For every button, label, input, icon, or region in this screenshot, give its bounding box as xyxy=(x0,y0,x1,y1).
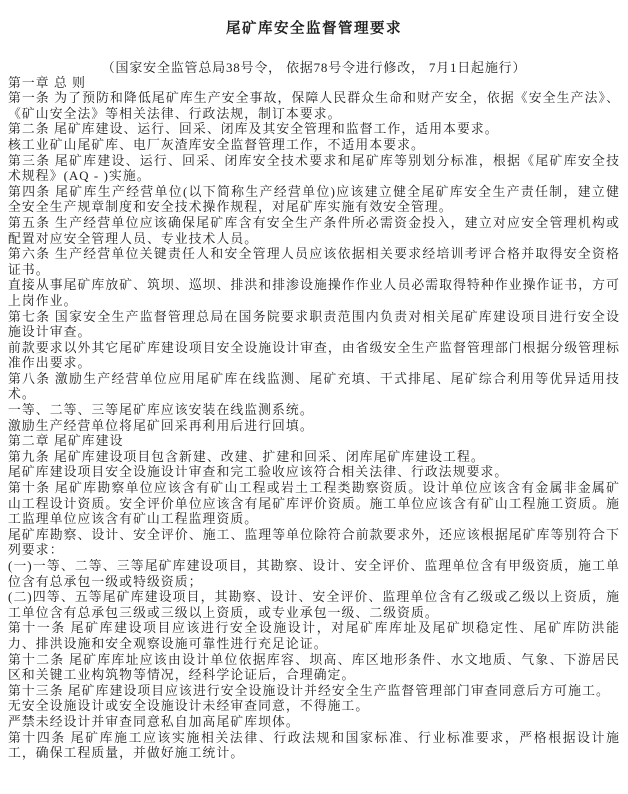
paragraph: 第六条 生产经营单位关键责任人和安全管理人员应该依据相关要求经培训考评合格并取得安全资格证书。 xyxy=(8,247,620,277)
paragraph: 第二条 尾矿库建设、运行、回采、闭库及其安全管理和监督工作，适用本要求。 xyxy=(8,122,499,137)
paragraph: 第一章 总 则 xyxy=(8,75,87,90)
paragraph: 第七条 国家安全生产监督管理总局在国务院要求职责范围内负责对相关尾矿库建设项目进行安全设施设计审查。 xyxy=(8,309,620,340)
paragraph: 第九条 尾矿库建设项目包含新建、改建、扩建和回采、闭库尾矿库建设工程。 xyxy=(8,449,485,464)
paragraph: 第四条 尾矿库生产经营单位(以下简称生产经营单位)应该建立健全尾矿库安全生产责任制，建立健全安全生产规章制度和安全技术操作规程，对尾矿库实施有效安全管理。 xyxy=(8,184,620,215)
paragraph: 尾矿库建设项目安全设施设计审查和完工验收应该符合相关法律、行政法规要求。 xyxy=(8,465,509,480)
paragraph: 第三条 尾矿库建设、运行、回采、闭库安全技术要求和尾矿库等别划分标准，根据《尾矿库安全技术规程》(AQ - )实施。 xyxy=(8,153,620,184)
paragraph: 第一条 为了预防和降低尾矿库生产安全事故，保障人民群众生命和财产安全，依据《安全生产法》、《矿山安全法》等相关法律、行政法规，制订本要求。 xyxy=(8,91,620,121)
document-body xyxy=(8,76,620,762)
paragraph: (一)一等、二等、三等尾矿库建设项目，其勘察、设计、安全评价、监理单位含有甲级资质，施工单位含有总承包一级或特级资质； xyxy=(8,559,620,589)
paragraph: 激励生产经营单位将尾矿回采再利用后进行回填。 xyxy=(8,418,314,433)
paragraph: 一等、二等、三等尾矿库应该安装在线监测系统。 xyxy=(8,403,314,418)
paragraph: 第十条 尾矿库勘察单位应该含有矿山工程或岩土工程类勘察资质。设计单位应该含有金属非金属矿山工程设计资质。安全评价单位应该含有尾矿库评价资质。施工单位应该含有矿山工程施工资质。施工监理单位应该含有矿山工程监理资质。 xyxy=(8,481,620,527)
paragraph: 严禁未经设计并审查同意私自加高尾矿库坝体。 xyxy=(8,714,300,729)
document-subtitle: （国家安全监管总局38号令， 依据78号令进行修改， 7月1日起施行） xyxy=(101,60,527,75)
paragraph: 第十二条 尾矿库库址应该由设计单位依据库容、坝高、库区地形条件、水文地质、气象、下游居民区和关键工业构筑物等情况，经科学论证后，合理确定。 xyxy=(8,652,620,683)
paragraph: 第五条 生产经营单位应该确保尾矿库含有安全生产条件所必需资金投入，建立对应安全管理机构或配置对应安全管理人员、专业技术人员。 xyxy=(8,215,620,246)
paragraph: 第八条 激励生产经营单位应用尾矿库在线监测、尾矿充填、干式排尾、尾矿综合利用等优异适用技术。 xyxy=(8,371,620,402)
paragraph: 前款要求以外其它尾矿库建设项目安全设施设计审查，由省级安全生产监督管理部门根据分级管理标准作出要求。 xyxy=(8,340,620,371)
paragraph: 第十四条 尾矿库施工应该实施相关法律、行政法规和国家标准、行业标准要求，严格根据设计施工，确保工程质量，并做好施工统计。 xyxy=(8,730,620,761)
paragraph: 尾矿库勘察、设计、安全评价、施工、监理等单位除符合前款要求外，还应该根据尾矿库等别符合下列要求： xyxy=(8,527,620,558)
paragraph: 核工业矿山尾矿库、电厂灰渣库安全监督管理工作，不适用本要求。 xyxy=(8,137,425,152)
paragraph: 第十三条 尾矿库建设项目应该进行安全设施设计并经安全生产监督管理部门审查同意后方可施工。 xyxy=(8,683,610,698)
paragraph: 第十一条 尾矿库建设项目应该进行安全设施设计，对尾矿库库址及尾矿坝稳定性、尾矿库防洪能力、排洪设施和安全观察设施可靠性进行充足论证。 xyxy=(8,621,620,651)
document-title: 尾矿库安全监督管理要求 xyxy=(226,21,402,37)
paragraph: 直接从事尾矿库放矿、筑坝、巡坝、排洪和排渗设施操作作业人员必需取得特种作业操作证书，方可上岗作业。 xyxy=(8,278,620,308)
paragraph: 第二章 尾矿库建设 xyxy=(8,434,124,449)
paragraph: (二)四等、五等尾矿库建设项目，其勘察、设计、安全评价、监理单位含有乙级或乙级以上资质，施工单位含有总承包三级或三级以上资质，或专业承包一级、二级资质。 xyxy=(8,590,620,620)
paragraph: 无安全设施设计或安全设施设计未经审查同意，不得施工。 xyxy=(8,699,370,714)
